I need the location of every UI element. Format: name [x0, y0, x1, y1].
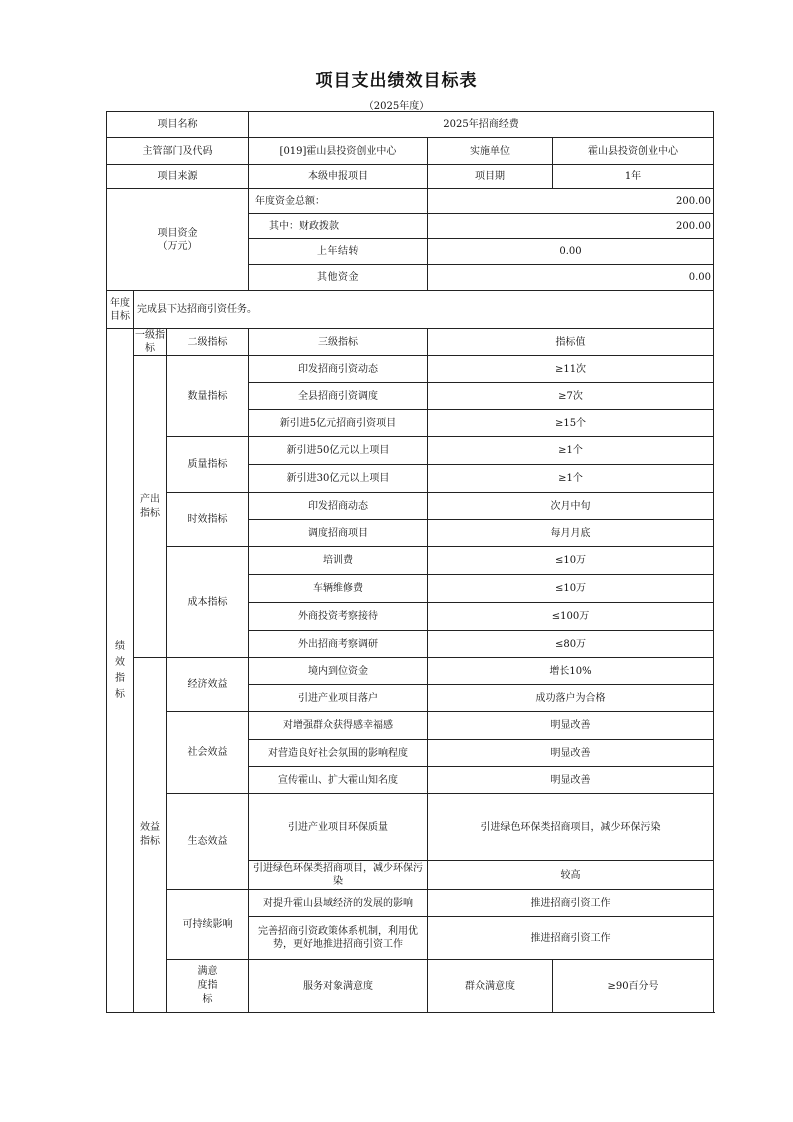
timeliness-indicators-label: 时效指标 [167, 493, 249, 547]
funds-other-label: 其他资金 [249, 265, 428, 291]
indicator-value: 明显改善 [428, 740, 714, 767]
indicator-value: 明显改善 [428, 767, 714, 794]
document-year: （2025年度） [363, 101, 430, 112]
indicator-value: ≤80万 [428, 631, 714, 658]
service-satisfaction-label: 服务对象满意度 [249, 960, 428, 1013]
indicator-name: 对营造良好社会氛围的影响程度 [249, 740, 428, 767]
funds-carryover-label: 上年结转 [249, 239, 428, 265]
project-name-label: 项目名称 [107, 112, 249, 138]
indicator-name: 外出招商考察调研 [249, 631, 428, 658]
indicator-name: 对增强群众获得感幸福感 [249, 712, 428, 740]
indicator-name: 新引进50亿元以上项目 [249, 437, 428, 465]
indicator-value: 每月月底 [428, 520, 714, 547]
row-indicator-header [107, 329, 714, 356]
performance-indicators-label [107, 329, 134, 1013]
indicator-name: 印发招商引资动态 [249, 356, 428, 383]
indicator-value: ≤100万 [428, 603, 714, 631]
satisfaction-indicators-label [167, 960, 249, 1013]
funds-total-value: 200.00 [428, 189, 714, 214]
indicator-name: 引进产业项目环保质量 [249, 794, 428, 861]
economic-benefit-label: 经济效益 [167, 658, 249, 712]
annual-goal-label [107, 291, 134, 329]
header-level3: 三级指标 [249, 329, 428, 356]
table-row [107, 960, 714, 1013]
indicator-name: 调度招商项目 [249, 520, 428, 547]
indicator-name: 对提升霍山县域经济的发展的影响 [249, 890, 428, 917]
performance-target-table [106, 111, 714, 1013]
satisfaction-indicators-text: 满意度指标 [197, 966, 218, 1005]
table-row [107, 712, 714, 740]
row-department [107, 138, 714, 165]
header-level1: 一级指标 [135, 330, 165, 354]
indicator-value: 明显改善 [428, 712, 714, 740]
output-indicators-label [134, 356, 167, 658]
project-period-label: 项目期 [428, 165, 553, 189]
indicator-name: 宣传霍山、扩大霍山知名度 [249, 767, 428, 794]
indicator-value: ≤10万 [428, 575, 714, 603]
project-name-value: 2025年招商经费 [249, 112, 714, 138]
header-value: 指标值 [428, 329, 714, 356]
indicator-name: 新引进30亿元以上项目 [249, 465, 428, 493]
indicator-value: ≥1个 [428, 465, 714, 493]
funds-fiscal-label: 其中：财政拨款 [249, 214, 428, 239]
annual-goal-label-line2: 目标 [110, 310, 130, 322]
table-row [107, 794, 714, 861]
table-row [107, 658, 714, 685]
indicator-name: 引进绿色环保类招商项目，减少环保污染 [249, 861, 428, 890]
indicator-name: 印发招商动态 [249, 493, 428, 520]
department-value: [019]霍山县投资创业中心 [249, 138, 428, 165]
quantity-indicators-label: 数量指标 [167, 356, 249, 437]
indicator-value: 推进招商引资工作 [428, 890, 714, 917]
project-funds-label [107, 189, 249, 291]
benefit-indicators-label [134, 658, 167, 1013]
quality-indicators-label: 质量指标 [167, 437, 249, 493]
funds-other-value: 0.00 [428, 265, 714, 291]
indicator-value: 引进绿色环保类招商项目，减少环保污染 [428, 794, 714, 861]
indicator-value: ≥1个 [428, 437, 714, 465]
project-period-value: 1年 [553, 165, 714, 189]
row-funds-total [107, 189, 714, 214]
table-row [107, 437, 714, 465]
indicator-name: 全县招商引资调度 [249, 383, 428, 410]
indicator-name: 外商投资考察接待 [249, 603, 428, 631]
table-row [107, 890, 714, 917]
annual-goal-label-line1: 年度 [110, 297, 130, 309]
indicator-name: 群众满意度 [428, 960, 553, 1013]
indicator-value: 较高 [428, 861, 714, 890]
annual-goal-text: 完成县下达招商引资任务。 [134, 291, 714, 329]
row-source [107, 165, 714, 189]
indicator-name: 新引进5亿元招商引资项目 [249, 410, 428, 437]
indicator-value: ≤10万 [428, 547, 714, 575]
project-source-value: 本级申报项目 [249, 165, 428, 189]
sustainable-impact-label: 可持续影响 [167, 890, 249, 960]
table-row [107, 493, 714, 520]
funds-total-label: 年度资金总额： [249, 189, 428, 214]
indicator-value: 成功落户为合格 [428, 685, 714, 712]
project-funds-label-line2: （万元） [157, 240, 198, 252]
indicator-name: 培训费 [249, 547, 428, 575]
project-funds-label-line1: 项目资金 [157, 227, 198, 239]
output-indicators-text: 产出指标 [140, 493, 160, 519]
indicator-name: 完善招商引资政策体系机制，利用优势，更好地推进招商引资工作 [249, 917, 428, 960]
cost-indicators-label: 成本指标 [167, 547, 249, 658]
project-source-label: 项目来源 [107, 165, 249, 189]
row-annual-goal [107, 291, 714, 329]
indicator-value: 推进招商引资工作 [428, 917, 714, 960]
department-label: 主管部门及代码 [107, 138, 249, 165]
header-level2: 二级指标 [167, 329, 249, 356]
indicator-value: ≥15个 [428, 410, 714, 437]
indicator-name: 引进产业项目落户 [249, 685, 428, 712]
implementing-unit-label: 实施单位 [428, 138, 553, 165]
indicator-name: 境内到位资金 [249, 658, 428, 685]
indicator-value: 增长10% [428, 658, 714, 685]
row-project-name [107, 112, 714, 138]
indicator-value: ≥7次 [428, 383, 714, 410]
indicator-value: 次月中旬 [428, 493, 714, 520]
implementing-unit-value: 霍山县投资创业中心 [553, 138, 714, 165]
document-title: 项目支出绩效目标表 [315, 71, 478, 91]
funds-carryover-value: 0.00 [428, 239, 714, 265]
indicator-value: ≥90百分号 [553, 960, 714, 1013]
table-row [107, 356, 714, 383]
indicator-value: ≥11次 [428, 356, 714, 383]
benefit-indicators-text: 效益指标 [140, 822, 160, 847]
table-row [107, 547, 714, 575]
funds-fiscal-value: 200.00 [428, 214, 714, 239]
indicator-name: 车辆维修费 [249, 575, 428, 603]
social-benefit-label: 社会效益 [167, 712, 249, 794]
ecological-benefit-label: 生态效益 [167, 794, 249, 890]
performance-indicators-text: 绩效指标 [115, 640, 125, 700]
